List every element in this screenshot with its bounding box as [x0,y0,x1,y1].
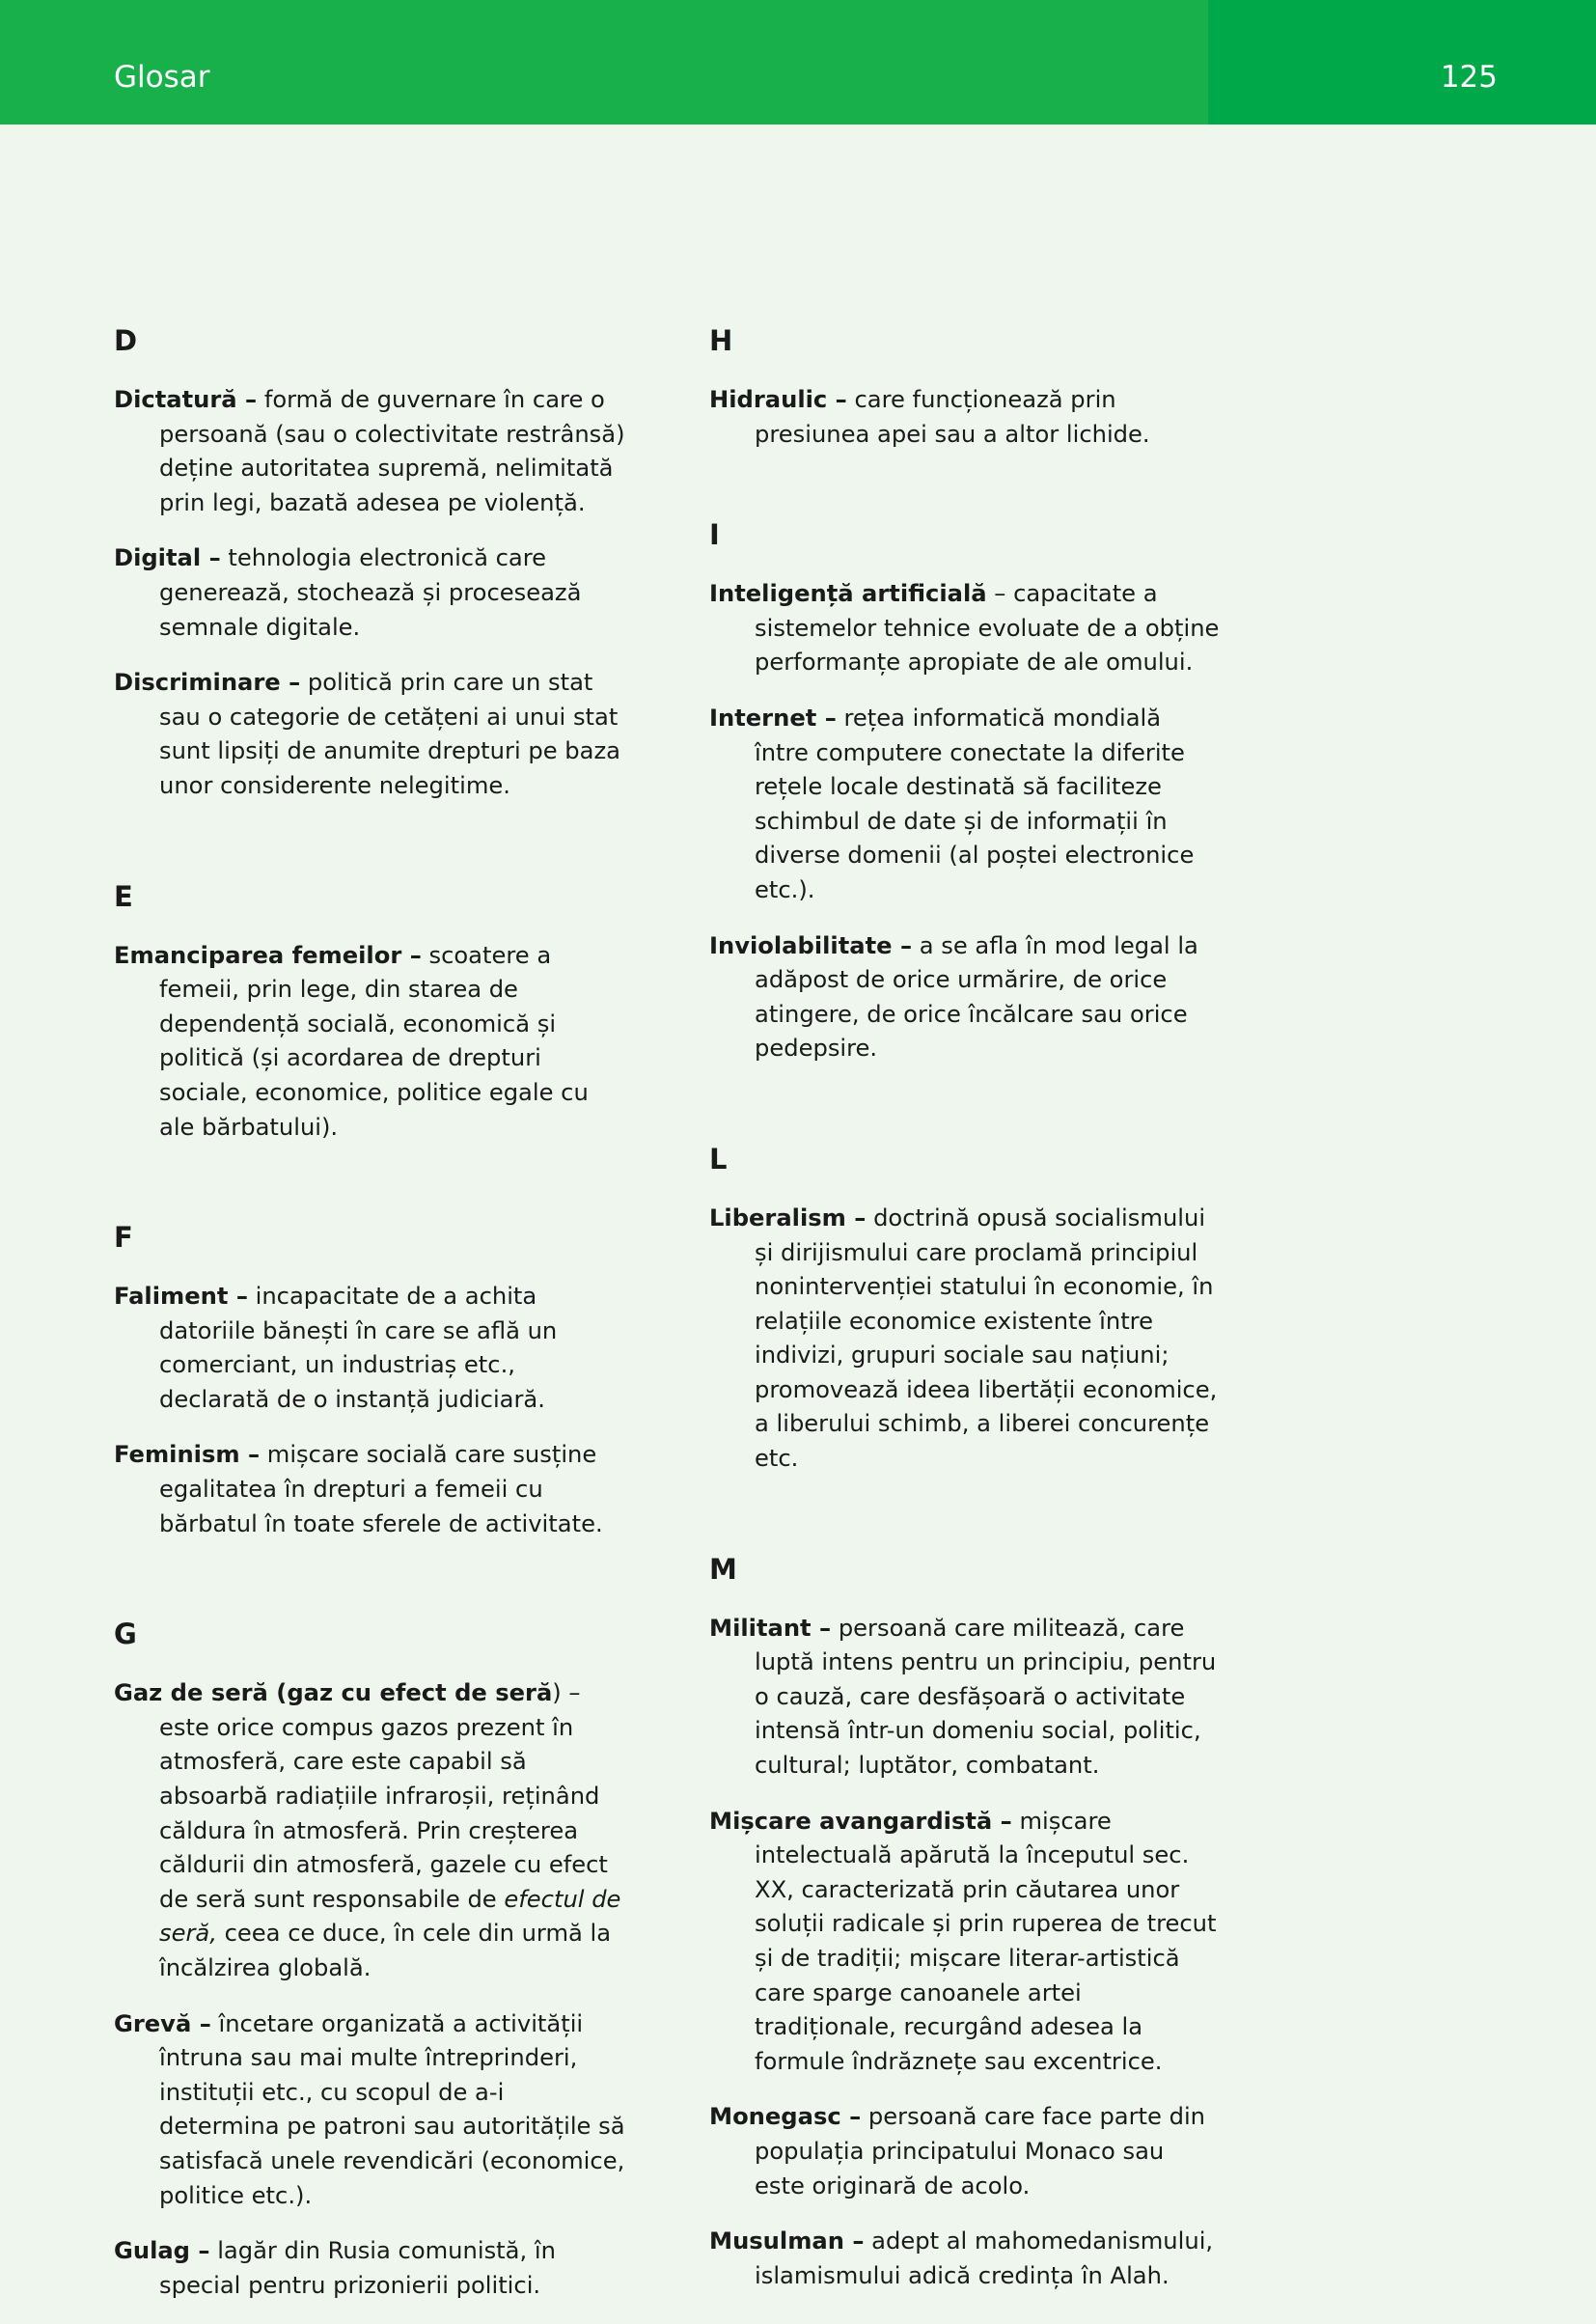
entry-term: Feminism – [114,1441,261,1469]
section-l [709,1142,1221,1477]
page-number: 125 [1440,60,1498,95]
entry-definition: formă de guvernare în care o persoană (sau o colectivitate restrânsă) deține autoritatea supremă, nelimitată prin legi, bazată adesea pe violență. [159,386,625,516]
entry-term: Hidraulic – [709,386,847,413]
glossary-entry [114,1280,625,1417]
entry-definition: încetare organizată a activității întruna sau mai multe întreprinderi, instituții etc., cu scopul de a-i determina pe patroni sau autoritățile să satisfacă unele revendicări (economice, politice etc.). [159,2009,625,2209]
glossary-entry [709,1202,1221,1477]
left-column [114,323,625,2324]
entry-definition: persoană care face parte din populația principatului Monaco sau este originară de acolo. [755,2103,1206,2200]
entry-definition: persoană care militează, care luptă intens pentru un principiu, pentru o cauză, care desfășoară o activitate intensă într-un domeniu social, politic, cultural; luptător, combatant. [755,1614,1217,1780]
entry-definition: incapacitate de a achita datoriile bănești în care se află un comerciant, un industriaș etc., declarată de o instanță judiciară. [159,1283,558,1413]
glossary-entry [114,1676,625,1985]
section-letter: H [709,324,733,357]
glossary-entry [709,702,1221,908]
section-letter: D [114,324,138,357]
entry-definition: mișcare socială care susține egalitatea în drepturi a femeii cu bărbatul în toate sferele de activitate. [159,1441,603,1537]
section-i [709,517,1221,1066]
entry-term: Gaz de seră (gaz cu efect de seră [114,1679,553,1707]
glossary-entry [114,1438,625,1541]
entry-definition-end: ceea ce duce, în cele din urmă la încălzirea globală. [159,1920,612,1981]
entry-term: Digital – [114,544,221,572]
section-m [709,1552,1221,2294]
entry-term: Inteligență artificială [709,580,987,608]
glossary-entry [709,383,1221,452]
glossary-entry [709,2225,1221,2293]
right-column [709,323,1221,2314]
entry-definition: ) – este orice compus gazos prezent în atmosferă, care este capabil să absoarbă radiațiile infraroșii, reținând căldura în atmosferă. Prin creșterea căldurii din atmosferă, gazele cu efect de seră sunt responsabile de [159,1679,608,1913]
glossary-entry [114,541,625,645]
glossary-entry [114,666,625,803]
entry-definition: adept al mahomedanismului, islamismului adică credința în Alah. [755,2227,1214,2289]
entry-term: Faliment – [114,1283,248,1311]
section-letter: M [709,1552,737,1586]
entry-term: Emanciparea femeilor – [114,941,422,969]
section-spacer [709,1088,1221,1142]
entry-term: Grevă – [114,2009,211,2037]
entry-definition-italic: efectul de seră, [159,1885,621,1948]
section-e [114,879,625,1146]
section-spacer [709,473,1221,517]
glossary-entry [709,1805,1221,2080]
section-d [114,323,625,804]
page-title: Glosar [114,60,210,95]
entry-term: Monegasc – [709,2103,862,2131]
entry-term: Mișcare avangardistă – [709,1807,1012,1835]
glossary-entry [114,2007,625,2214]
section-spacer [114,1166,625,1220]
entry-definition: mișcare intelectuală apărută la începutul sec. XX, caracterizată prin căutarea unor soluții radicale și prin ruperea de trecut și de tradiții; mișcare literar-artistică care sparge canoanele artei tradiționale, recurgând adesea la formule îndrăznețe sau excentrice. [755,1807,1217,2075]
section-letter: L [709,1142,728,1176]
entry-definition: scoatere a femeii, prin lege, din starea de dependență socială, economică și politică (și acordarea de drepturi sociale, economice, politice egale cu ale bărbatului). [159,941,589,1141]
section-g [114,1617,625,2303]
section-letter: I [709,518,720,552]
entry-term: Inviolabilitate – [709,931,913,959]
glossary-entry [709,577,1221,680]
entry-definition: politică prin care un stat sau o categorie de cetățeni ai unui stat sunt lipsiți de anumite drepturi pe baza unor considerente nelegitime. [159,669,620,799]
section-h [709,323,1221,452]
entry-term: Musulman – [709,2227,865,2255]
entry-definition: care funcționează prin presiunea apei sau a altor lichide. [755,386,1150,448]
section-f [114,1220,625,1541]
entry-definition: – capacitate a sistemelor tehnice evoluate de a obține performanțe apropiate de ale omului. [755,580,1220,677]
section-letter: E [114,879,133,913]
glossary-entry [114,383,625,520]
header-accent-block [1208,0,1596,124]
entry-term: Gulag – [114,2237,210,2265]
entry-term: Militant – [709,1614,832,1642]
section-spacer [114,1563,625,1617]
entry-definition: a se afla în mod legal la adăpost de orice urmărire, de orice atingere, de orice încălcare sau orice pedepsire. [755,931,1198,1063]
entry-term: Dictatură – [114,386,258,413]
page-header [0,0,1596,124]
section-letter: F [114,1221,133,1255]
section-spacer [114,825,625,879]
glossary-entry [114,2234,625,2303]
entry-term: Liberalism – [709,1204,867,1231]
entry-term: Internet – [709,704,837,732]
glossary-entry [709,1612,1221,1784]
entry-definition: doctrină opusă socialismului și dirijismului care proclamă principiul nonintervenției statului în economie, în relațiile economice existente între indivizi, grupuri sociale sau națiuni; promovează ideea libertății economice, a liberului schimb, a liberei concurențe etc. [755,1204,1218,1473]
entry-definition: tehnologia electronică care generează, stochează și procesează semnale digitale. [159,544,582,641]
entry-definition: rețea informatică mondială între computere conectate la diferite rețele locale destinată să faciliteze schimbul de date și de informații în diverse domenii (al poștei electronice etc.). [755,704,1195,903]
section-spacer [709,1498,1221,1552]
glossary-entry [709,2100,1221,2203]
glossary-entry [709,929,1221,1066]
section-letter: G [114,1618,137,1651]
glossary-entry [114,939,625,1146]
entry-term: Discriminare – [114,669,301,697]
entry-definition: lagăr din Rusia comunistă, în special pentru prizonierii politici. [159,2237,556,2299]
